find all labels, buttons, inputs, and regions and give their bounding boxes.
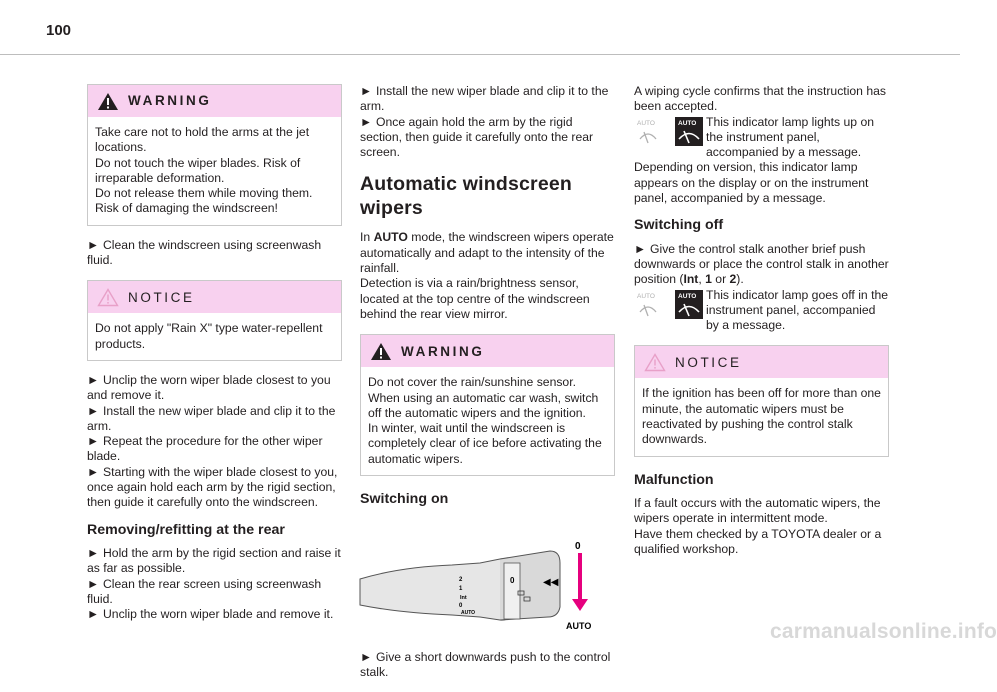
warning-line: Take care not to hold the arms at the jet locations. <box>95 125 310 155</box>
auto-wiper-lamp-icon <box>634 290 702 320</box>
bullet-arrow-icon: ► <box>87 372 100 387</box>
notice-body: If the ignition has been off for more than one minute, the automatic wipers must be reactivated by pushing the control stalk downwards. <box>642 386 881 447</box>
steps-top <box>360 84 615 160</box>
warning-title: WARNING <box>128 93 212 109</box>
section-heading-malfunction: Malfunction <box>634 471 714 488</box>
section-heading-rear: Removing/refitting at the rear <box>87 521 285 538</box>
notice-box-2 <box>634 345 889 456</box>
notice-box-1 <box>87 280 342 361</box>
warning-line: Do not release them while moving them. Risk of damaging the windscreen! <box>95 186 313 216</box>
malfunction-line: If a fault occurs with the automatic wipers, the wipers operate in intermittent mode. <box>634 495 881 526</box>
bullet-arrow-icon: ► <box>87 607 100 622</box>
step-item: ► Hold the arm by the rigid section and raise it as far as possible. <box>87 545 341 576</box>
step-item: ► Give a short downwards push to the control stalk. <box>360 649 611 679</box>
step-item: ► Unclip the worn wiper blade closest to you and remove it. <box>87 372 331 403</box>
notice-title: NOTICE <box>128 289 195 305</box>
stalk-ring0: 0 <box>510 576 515 586</box>
lamp-auto-label-faint: AUTO <box>637 119 655 127</box>
lamp-auto-label: AUTO <box>678 119 697 127</box>
depending-text: Depending on version, this indicator lamp appears on the display or on the instrument panel, accompanied by a message. <box>634 160 869 206</box>
warning-box-2 <box>360 334 615 476</box>
warning-line: Do not touch the wiper blades. Risk of irreparable deformation. <box>95 155 301 185</box>
warning-triangle-icon <box>370 342 392 361</box>
step-item: ► Repeat the procedure for the other wiper blade. <box>87 434 323 464</box>
stalk-pos1: 1 <box>459 586 463 593</box>
bullet-arrow-icon: ► <box>360 84 373 98</box>
notice-title: NOTICE <box>675 354 742 370</box>
header-divider <box>0 54 960 55</box>
lamp-auto-label: AUTO <box>678 292 697 300</box>
bullet-arrow-icon: ► <box>634 241 647 256</box>
warning-body <box>88 117 341 225</box>
bullet-arrow-icon: ► <box>360 114 373 129</box>
notice-triangle-icon <box>644 353 666 372</box>
intro-text: In AUTO mode, the windscreen wipers operate automatically and adapt to the intensity of the rainfall. Detection is via a rain/brightness sensor, located at the top centre of the windscreen behind the rear view mirror. <box>360 230 614 321</box>
bullet-arrow-icon: ► <box>87 545 100 560</box>
confirm-text: A wiping cycle confirms that the instruction has been accepted. <box>634 84 886 114</box>
step-item: ► Unclip the worn wiper blade and remove it. <box>87 607 334 622</box>
watermark: carmanualsonline.info <box>770 620 997 643</box>
step-item: ► Install the new wiper blade and clip it to the arm. <box>360 84 609 114</box>
bullet-arrow-icon: ► <box>87 403 100 418</box>
step-item: ► Starting with the wiper blade closest to you, once again hold each arm by the rigid section, then guide it carefully onto the windscreen. <box>87 464 338 510</box>
warning-box-1 <box>87 84 342 226</box>
notice-body: Do not apply "Rain X" type water-repellent products. <box>95 321 323 351</box>
warning-header <box>88 85 341 117</box>
step-item: ► Give the control stalk another brief push downwards or place the control stalk in another position (Int, 1 or 2). <box>634 241 889 287</box>
bullet-arrow-icon: ► <box>360 649 373 664</box>
column-3 <box>634 84 889 557</box>
bullet-arrow-icon: ► <box>87 576 100 591</box>
bullet-arrow-icon: ► <box>87 237 100 252</box>
warning-body: Do not cover the rain/sunshine sensor. When using an automatic car wash, switch off the automatic wipers and the ignition. In winter, wait until the windscreen is completely clear of ice before activating the automatic wipers. <box>368 375 602 466</box>
column-2 <box>360 84 615 692</box>
warning-triangle-icon <box>97 92 119 111</box>
column-1 <box>87 84 342 634</box>
warning-header <box>361 335 614 367</box>
notice-header <box>88 281 341 313</box>
steps-front <box>87 373 342 511</box>
notice-triangle-icon <box>97 288 119 307</box>
malfunction-line: Have them checked by a TOYOTA dealer or a qualified workshop. <box>634 526 882 556</box>
stalk-top-zero: 0 <box>575 541 581 553</box>
control-stalk-illustration <box>360 519 610 637</box>
steps-rear <box>87 546 342 622</box>
stalk-pos2: 2 <box>459 577 463 584</box>
stalk-pos0: 0 <box>459 603 463 610</box>
page-number: 100 <box>46 22 72 39</box>
lamp-off-row: AUTO AUTO This indicator lamp goes off in the instrument panel, accompanied by a message. <box>634 288 889 334</box>
auto-wiper-lamp-icon <box>634 117 702 147</box>
section-heading-switching-off: Switching off <box>634 217 724 234</box>
bullet-arrow-icon: ► <box>87 434 100 449</box>
stalk-bottom-auto: AUTO <box>566 621 592 632</box>
stalk-rewind-icon: ◀◀ <box>543 577 559 589</box>
bullet-arrow-icon: ► <box>87 464 100 479</box>
lamp-auto-label-faint: AUTO <box>637 292 655 300</box>
step-item: ► Once again hold the arm by the rigid section, then guide it carefully onto the rear screen. <box>360 114 594 160</box>
step-item: ► Install the new wiper blade and clip it to the arm. <box>87 403 336 433</box>
stalk-auto: AUTO <box>461 610 476 617</box>
section-heading-automatic-wipers: Automatic windscreen wipers <box>360 173 573 220</box>
notice-header <box>635 346 888 378</box>
lamp-on-row: AUTO AUTO This indicator lamp lights up on the instrument panel, accompanied by a message. <box>634 115 889 161</box>
step-item: ► Clean the rear screen using screenwash fluid. <box>87 576 322 606</box>
stalk-int: Int <box>460 595 467 602</box>
step-item: ► Clean the windscreen using screenwash fluid. <box>87 237 322 268</box>
warning-title: WARNING <box>401 343 485 359</box>
section-heading-switching-on: Switching on <box>360 491 449 508</box>
